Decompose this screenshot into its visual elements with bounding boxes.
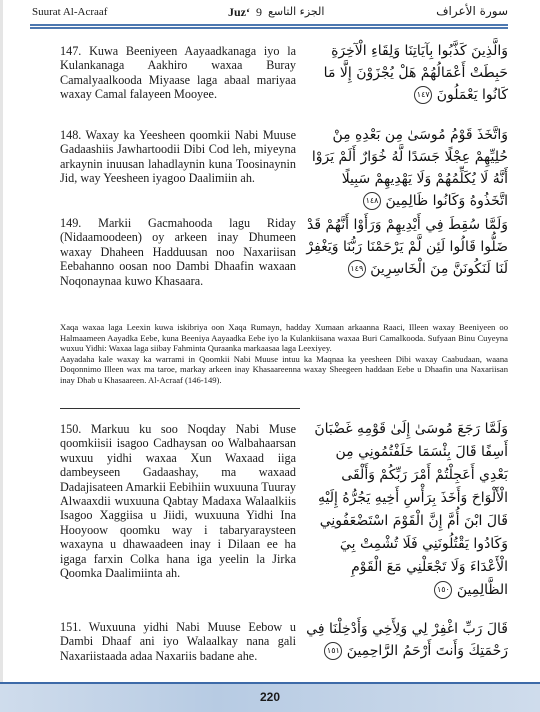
verse-translation-150: 150. Markuu ku soo Noqday Nabi Muse qoomkiisii isagoo Cadhaysan oo Walbahaarsan wuxuu yidhi waxaa Xun Waxaad iiga dambeyseen Gadaashay, ma waxaad Dadajisateen Amarkii Eebihiin wuxuuna Tuuray Alwaaxdii wuxuuna Qabtay Madaxa Walaalkiis Isagoo Xaggiisa u Jiidi, wuxuuna Yidhi Ina Hooyoow qoomku way i tabaryaraysteen waxayna u dhawaadeen inay i Dilaan ee ha igaga farxin Colka hana iga yeelin la Jirka Qoomka Daalimiinta ah. [60,422,296,581]
verse-arabic-151 [303,618,508,662]
verse-translation-148: 148. Waxay ka Yeesheen qoomkii Nabi Muuse Gadaashiis Jawhartoodii Dibi Cod leh, miyeyna arkaynin inuusan lahadlaynin kuna Toosinaynin Jid, way Yeesheen iyagoo Daalimiin ah. [60,128,296,186]
verse-arabic-text-149: وَلَمَّا سُقِطَ فِي أَيْدِيهِمْ وَرَأَوْا أَنَّهُمْ قَدْ ضَلُّوا قَالُوا لَئِن لَّمْ يَرْحَمْنَا رَبُّنَا وَيَغْفِرْ لَنَا لَنَكُونَنَّ مِنَ الْخَاسِرِينَ [306,217,508,277]
page-number: 220 [259,690,281,704]
juz-label [228,5,262,20]
verse-translation-149: 149. Markii Gacmahooda lagu Riday (Nidaamoodeen) oy arkeen inay Dhumeen waxay Dhaheen Hadduusan noo Naxariisan Eebahanno oosan noo Dambi Dhaafin waxaan Noqonaynaa kuwo Khasaara. [60,216,296,288]
commentary-paragraph: Xaqa waxaa laga Leexin kuwa iskibriya oon Xaqa Rumayn, hadday Xumaan arkaanna Raaci, Illeen waxay Beeniyeen oo Halmaameen Aayadka Eebe, kuna Beeniya Aayaadka Eebe iyo la Kulankiisana waxaa Buri Camalkooda. Sufyaan Binu Cuyeyna wuxuu Yidhi: Waxaa laga siibay Fahminta Quraanka markaasaa laga Leexiyey. [60,322,508,354]
verse-number-marker-151: ١٥١ [324,642,342,660]
verse-number-marker-150: ١٥٠ [434,581,452,599]
verse-number-marker-147: ١٤٧ [414,86,432,104]
header-rule [30,24,508,29]
verse-arabic-text-150: وَلَمَّا رَجَعَ مُوسَىٰ إِلَىٰ قَوْمِهِ غَضْبَانَ أَسِفًا قَالَ بِئْسَمَا خَلَفْتُمُونِي مِن بَعْدِي أَعَجِلْتُمْ أَمْرَ رَبِّكُمْ وَأَلْقَى الْأَلْوَاحَ وَأَخَذَ بِرَأْسِ أَخِيهِ يَجُرُّهُ إِلَيْهِ قَالَ ابْنَ أُمَّ إِنَّ الْقَوْمَ اسْتَضْعَفُونِي وَكَادُوا يَقْتُلُونَنِي فَلَا تُشْمِتْ بِيَ الْأَعْدَاءَ وَلَا تَجْعَلْنِي مَعَ الْقَوْمِ الظَّالِمِينَ [314,421,508,598]
juz-label-text: Juz‘ [228,5,250,19]
commentary-paragraph: Aayadaha kale waxay ka warrami in Qoomkii Nabi Muuse intuu ka Maqnaa ka yeesheen Dibi waxay Caabudaan, waana Doqonnimo Illeen wax ma taroe, markay arkeen inay Khasaareenna waxay Sheegeen haddaan Eebe u Dhaafin una Naxariisan inay Dhab u Khasaareen. Al-Acraaf (146-149). [60,353,508,385]
verse-arabic-150 [303,418,508,602]
verse-arabic-148 [303,124,508,212]
verse-translation-151: 151. Wuxuuna yidhi Nabi Muuse Eebow u Dambi Dhaaf ani iyo Walaalkay nana gali Naxariistaada adaa Naxariis badane ahe. [60,620,296,663]
juz-title-arabic: الجزء التاسع [268,5,325,18]
verse-number-marker-148: ١٤٨ [363,192,381,210]
verse-number-marker-149: ١٤٩ [348,260,366,278]
section-divider [60,408,300,409]
verse-arabic-text-151: قَالَ رَبِّ اغْفِرْ لِي وَلِأَخِي وَأَدْخِلْنَا فِي رَحْمَتِكَ وَأَنتَ أَرْحَمُ الرَّاحِمِينَ [306,621,508,659]
surah-title-latin: Suurat Al-Acraaf [32,6,108,18]
page-header [0,0,540,30]
verse-translation-147: 147. Kuwa Beeniyeen Aayaadkanaga iyo la Kulankanaga Aakhiro waxaa Buray Camalyaalkooda Miyaase laga abaal mariyaa waxay Camal falayeen Mooyee. [60,44,296,102]
page-edge [0,0,3,712]
verse-arabic-text-148: وَاتَّخَذَ قَوْمُ مُوسَىٰ مِن بَعْدِهِ مِنْ حُلِيِّهِمْ عِجْلًا جَسَدًا لَّهُ خُوَارٌ أَلَمْ يَرَوْا أَنَّهُ لَا يُكَلِّمُهُمْ وَلَا يَهْدِيهِمْ سَبِيلًا اتَّخَذُوهُ وَكَانُوا ظَالِمِينَ [311,127,508,209]
juz-number: 9 [256,5,262,19]
verse-arabic-text-147: وَالَّذِينَ كَذَّبُوا بِآيَاتِنَا وَلِقَاءِ الْآخِرَةِ حَبِطَتْ أَعْمَالُهُمْ هَلْ يُجْزَوْنَ إِلَّا مَا كَانُوا يَعْمَلُونَ [323,43,508,103]
surah-title-arabic: سورة الأعراف [436,4,508,18]
verse-arabic-147 [303,40,508,106]
verse-arabic-149 [303,214,508,280]
commentary-notes [60,322,508,386]
